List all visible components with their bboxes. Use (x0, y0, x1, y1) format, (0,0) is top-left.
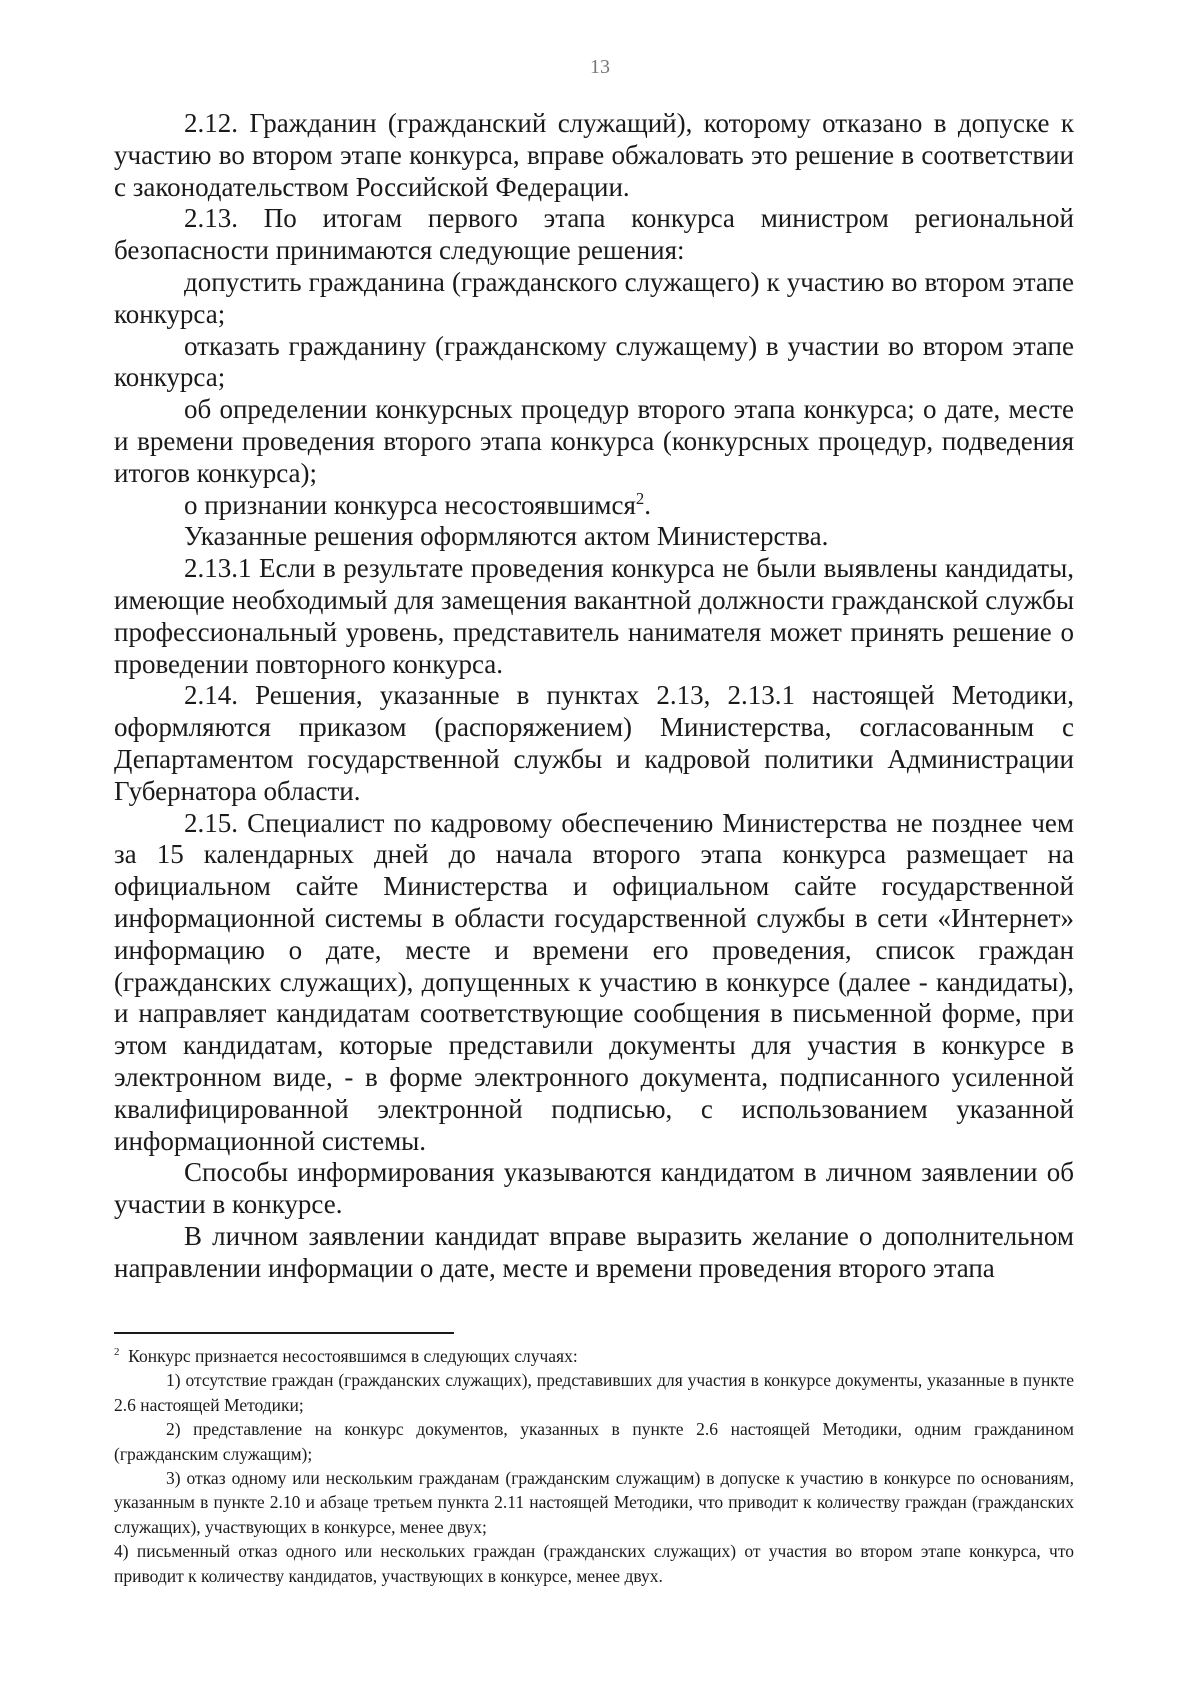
decision-procedures: об определении конкурсных процедур второго этапа конкурса; о дате, месте и времени проведения второго этапа конкурса (конкурсных процедур, подведения итогов конкурса); (114, 394, 1074, 488)
decision-admit: допустить гражданина (гражданского служащего) к участию во втором этапе конкурса; (114, 266, 1074, 329)
decisions-act-note: Указанные решения оформляются актом Министерства. (184, 521, 829, 552)
paragraph-info-methods: Способы информирования указываются кандидатом в личном заявлении об участии в конкурсе. (114, 1157, 1074, 1220)
footnote-separator (114, 1332, 454, 1334)
footnote-item: 1) отсутствие граждан (гражданских служащих), представивших для участия в конкурсе документы, указанные в пункте 2.6 настоящей Методики; (114, 1370, 1074, 1415)
paragraph-2-13-1: 2.13.1 Если в результате проведения конкурса не были выявлены кандидаты, имеющие необходимый для замещения вакантной должности гражданской службы профессиональный уровень, представитель нанимателя может принять решение о проведении повторного конкурса. (114, 553, 1074, 679)
footnote-item: 4) письменный отказ одного или нескольких граждан (гражданских служащих) от участия во втором этапе конкурса, что приводит к количеству кандидатов, участвующих в конкурсе, менее двух. (114, 1541, 1074, 1586)
footnotes (114, 1344, 1074, 1588)
paragraph-2-13: 2.13. По итогам первого этапа конкурса министром региональной безопасности принимаются следующие решения: (114, 203, 1074, 266)
decision-failed-contest-text: о признании конкурса несостоявшимся (184, 489, 636, 520)
paragraph-2-15: 2.15. Специалист по кадровому обеспечению Министерства не позднее чем за 15 календарных дней до начала второго этапа конкурса размещает на официальном сайте Министерства и официальном сайте государственной информационной системы в области государственной службы в сети «Интернет» информацию о дате, месте и времени его проведения, список граждан (гражданских служащих), допущенных к участию в конкурсе (далее - кандидаты), и направляет кандидатам соответствующие сообщения в письменной форме, при этом кандидатам, которые представили документы для участия в конкурсе в электронном виде, - в форме электронного документа, подписанного усиленной квалифицированной электронной подписью, с использованием указанной информационной системы. (114, 807, 1074, 1156)
footnote-intro (114, 1344, 1074, 1368)
decision-refuse: отказать гражданину (гражданскому служащему) в участии во втором этапе конкурса; (114, 330, 1074, 393)
paragraph-2-12: 2.12. Гражданин (гражданский служащий), которому отказано в допуске к участию во втором этапе конкурса, вправе обжаловать это решение в соответствии с законодательством Российской Федерации. (114, 108, 1074, 202)
decision-failed-contest (114, 490, 1074, 522)
footnote-reference: 2 (635, 488, 645, 508)
footnote-item: 2) представление на конкурс документов, указанных в пункте 2.6 настоящей Методики, одним гражданином (гражданским служащим); (114, 1419, 1074, 1464)
footnote-marker: 2 (114, 1346, 120, 1359)
footnote-item: 3) отказ одному или нескольким гражданам (гражданским служащим) в допуске к участию в конкурсе по основаниям, указанным в пункте 2.10 и абзаце третьем пункта 2.11 настоящей Методики, что приводит к количеству граждан (гражданских служащих), участвующих в конкурсе, менее двух; (114, 1468, 1074, 1537)
main-text (114, 108, 1074, 1284)
footnote-intro-text: Конкурс признается несостоявшимся в следующих случаях: (128, 1346, 578, 1366)
page-number: 13 (590, 56, 610, 78)
decision-failed-contest-tail: . (644, 489, 652, 520)
paragraph-2-14: 2.14. Решения, указанные в пунктах 2.13, 2.13.1 настоящей Методики, оформляются приказом (распоряжением) Министерства, согласованным с Департаментом государственной службы и кадровой политики Администрации Губернатора области. (114, 680, 1074, 806)
paragraph-personal-statement: В личном заявлении кандидат вправе выразить желание о дополнительном направлении информации о дате, месте и времени проведения второго этапа (114, 1220, 1074, 1283)
